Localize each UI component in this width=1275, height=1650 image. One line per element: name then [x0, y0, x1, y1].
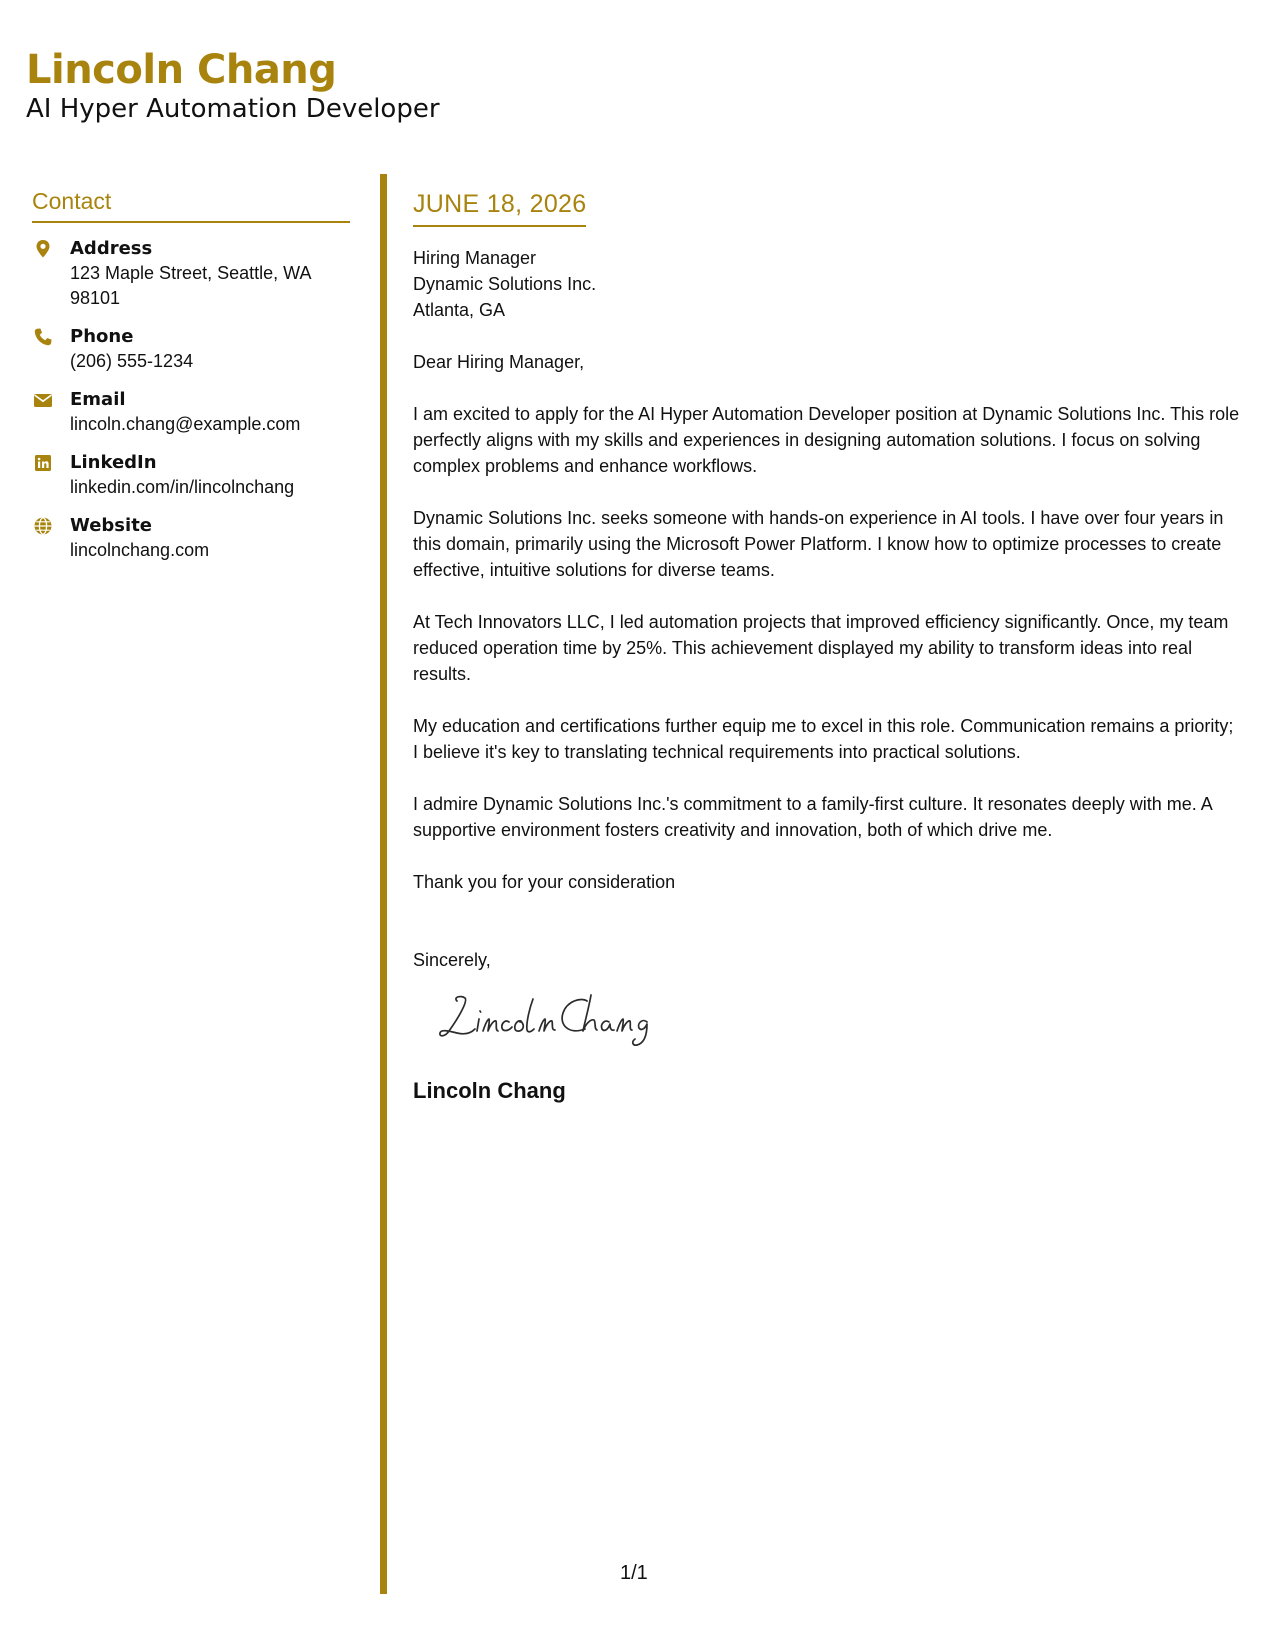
contact-sidebar [32, 188, 350, 563]
envelope-icon [33, 390, 53, 410]
signer-name: Lincoln Chang [413, 1078, 566, 1103]
paragraph-1: I am excited to apply for the AI Hyper Automation Developer position at Dynamic Solutions Inc. This role perfectly aligns with my skills and experiences in designing automation solutions. I focus on solving complex problems and enhance workflows. [413, 404, 1240, 476]
linkedin-value[interactable]: linkedin.com/in/lincolnchang [70, 477, 295, 497]
paragraph-4: My education and certifications further equip me to excel in this role. Communication remains a priority; I believe it's key to translating technical requirements into practical solutions. [413, 716, 1234, 762]
recipient-company: Dynamic Solutions Inc. [413, 274, 597, 294]
handwritten-signature [435, 987, 655, 1049]
paragraph-2: Dynamic Solutions Inc. seeks someone with hands-on experience in AI tools. I have over four years in this domain, primarily using the Microsoft Power Platform. I know how to optimize processes to create effective, intuitive solutions for diverse teams. [413, 508, 1224, 580]
linkedin-icon [33, 453, 53, 473]
applicant-job-title: AI Hyper Automation Developer [26, 94, 440, 124]
map-pin-icon [33, 239, 53, 259]
website-value[interactable]: lincolnchang.com [70, 540, 210, 560]
closing: Sincerely, [413, 950, 491, 970]
website-label: Website [70, 515, 153, 536]
letter-body [413, 191, 1243, 1104]
page-number: 1/1 [620, 1562, 648, 1584]
phone-label: Phone [70, 326, 134, 347]
globe-icon [33, 516, 53, 536]
letter-date: JUNE 18, 2026 [413, 191, 586, 227]
phone-value: (206) 555-1234 [70, 351, 194, 371]
contact-item-email [32, 388, 350, 437]
contact-heading: Contact [32, 188, 350, 223]
contact-item-linkedin [32, 451, 350, 500]
applicant-name: Lincoln Chang [26, 47, 337, 93]
address-value: 123 Maple Street, Seattle, WA 98101 [70, 263, 311, 308]
recipient-location: Atlanta, GA [413, 300, 506, 320]
paragraph-5: I admire Dynamic Solutions Inc.'s commitment to a family-first culture. It resonates deeply with me. A supportive environment fosters creativity and innovation, both of which drive me. [413, 794, 1212, 840]
contact-item-phone [32, 325, 350, 374]
recipient-block [413, 245, 1243, 323]
linkedin-label: LinkedIn [70, 452, 157, 473]
paragraph-thanks: Thank you for your consideration [413, 872, 676, 892]
email-label: Email [70, 389, 126, 410]
address-label: Address [70, 238, 153, 259]
letter-header [26, 48, 440, 124]
phone-icon [33, 327, 53, 347]
greeting: Dear Hiring Manager, [413, 352, 585, 372]
paragraph-3: At Tech Innovators LLC, I led automation projects that improved efficiency significantly. Once, my team reduced operation time by 25%. This achievement displayed my ability to transform ideas into real results. [413, 612, 1229, 684]
vertical-divider [380, 174, 387, 1594]
recipient-title: Hiring Manager [413, 248, 537, 268]
contact-item-address [32, 237, 350, 311]
email-value[interactable]: lincoln.chang@example.com [70, 414, 301, 434]
contact-item-website [32, 514, 350, 563]
